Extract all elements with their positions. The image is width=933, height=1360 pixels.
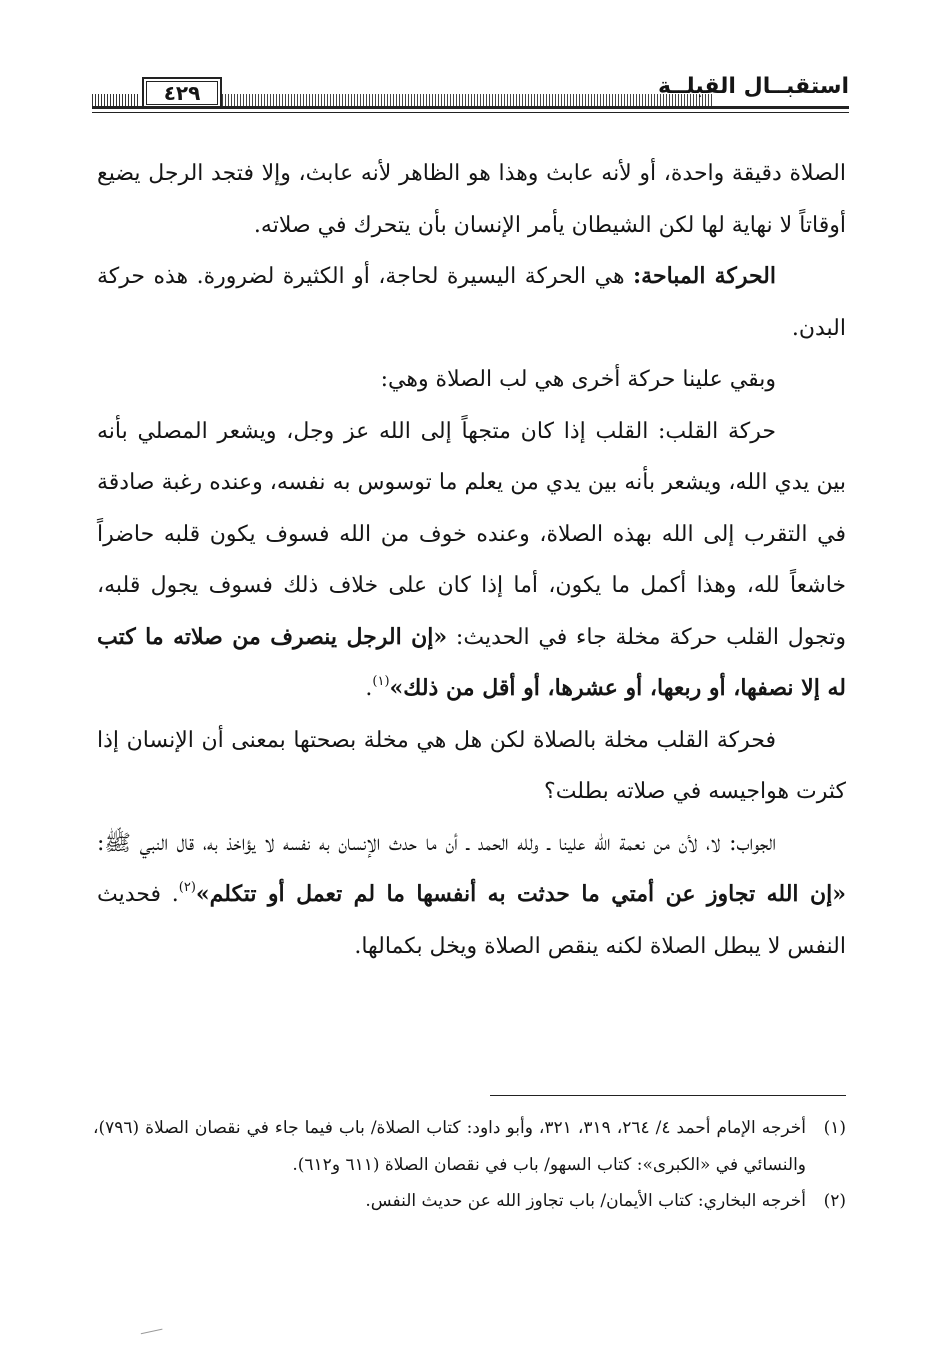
paragraph-4 <box>97 406 846 715</box>
paragraph-4-end: . <box>365 676 373 701</box>
header-ornament-left <box>92 94 140 106</box>
term-permitted-movement: الحركة المباحة: <box>633 263 776 289</box>
paragraph-6-text: الجواب: لا، لأن من نعمة الله علينا ـ ولله الحمد ـ أن ما حدث الإنسان به نفسه لا يؤاخذ به، قال النبي ﷺ: <box>97 830 777 856</box>
header-ornament-right <box>222 94 714 106</box>
footnote-ref-1[interactable]: (١) <box>372 674 390 689</box>
hadith-quote-1: «إن الرجل ينصرف من صلاته ما كتب له إلا نصفها، أو ربعها، أو عشرها، أو أقل من ذلك» <box>97 623 846 701</box>
paragraph-2 <box>97 251 846 354</box>
footnote-2-number: (٢) <box>823 1191 846 1211</box>
footnote-1-number: (١) <box>823 1118 847 1138</box>
chapter-title: استقبــال القبلــة <box>658 74 849 99</box>
paragraph-1: الصلاة دقيقة واحدة، أو لأنه عابث وهذا هو الظاهر لأنه عابث، وإلا فتجد الرجل يضيع أوقاتاً لا نهاية لها لكن الشيطان يأمر الإنسان بأن يتحرك في صلاته. <box>97 161 846 238</box>
footnote-2-text: أخرجه البخاري: كتاب الأيمان/ باب تجاوز الله عن حديث النفس. <box>365 1191 806 1211</box>
footnote-1 <box>93 1110 846 1183</box>
hadith-quote-2: «إن الله تجاوز عن أمتي ما حدثت به أنفسها ما لم تعمل أو تتكلم» <box>195 881 846 907</box>
footnotes <box>93 1110 846 1220</box>
running-header <box>92 72 849 122</box>
paragraph-5: فحركة القلب مخلة بالصلاة لكن هل هي مخلة بصحتها بمعنى أن الإنسان إذا كثرت هواجيسه في صلاته بطلت؟ <box>97 727 846 804</box>
paragraph-4-text: حركة القلب: القلب إذا كان متجهاً إلى الله عز وجل، ويشعر المصلي بأنه بين يدي الله، ويشعر بأنه بين يدي من يعلم ما توسوس به نفسه، وعنده رغبة صادقة في التقرب إلى الله بهذه الصلاة، وعنده خوف من الله فسوف يكون قلبه حاضراً خاشعاً لله، وهذا أكمل ما يكون، أما إذا كان على خلاف ذلك فسوف يجول قلبه، وتجول القلب حركة مخلة جاء في الحديث: <box>97 418 847 650</box>
footnote-separator <box>490 1095 846 1096</box>
footnote-ref-2[interactable]: (٢) <box>178 880 196 895</box>
paragraph-2-text: هي الحركة اليسيرة لحاجة، أو الكثيرة لضرورة. هذه حركة البدن. <box>97 264 846 341</box>
page-number: ٤٢٩ <box>142 77 222 109</box>
body-text <box>97 148 846 972</box>
paragraph-6-end: . فحديث النفس لا يبطل الصلاة لكنه ينقص الصلاة ويخل بكمالها. <box>97 882 846 959</box>
footnote-2 <box>93 1183 846 1220</box>
paragraph-3: وبقي علينا حركة أخرى هي لب الصلاة وهي: <box>380 367 776 392</box>
header-rule <box>92 106 849 113</box>
paragraph-6 <box>97 818 846 973</box>
footnote-1-text: أخرجه الإمام أحمد ٤/ ٢٦٤، ٣١٩، ٣٢١، وأبو داود: كتاب الصلاة/ باب فيما جاء في نقصان الصلاة (٧٩٦)، والنسائي في «الكبرى»: كتاب السهو/ باب في نقصان الصلاة (٦١١ و٦١٢). <box>93 1118 807 1175</box>
scan-mark <box>140 1323 163 1334</box>
